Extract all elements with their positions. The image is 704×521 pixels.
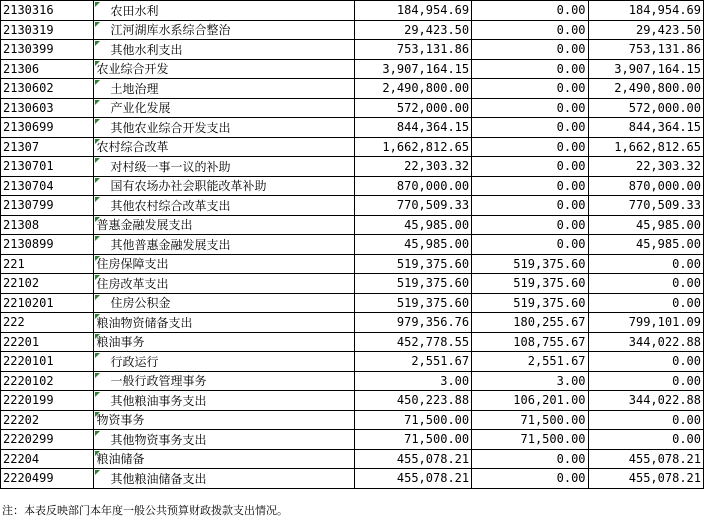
cell-amount-3[interactable]: 29,423.50 xyxy=(588,20,703,40)
cell-name-text: 农业综合开发 xyxy=(96,62,169,77)
cell-name[interactable] xyxy=(94,235,354,255)
cell-name[interactable] xyxy=(94,313,354,333)
cell-amount-3[interactable]: 0.00 xyxy=(588,254,703,274)
table-row xyxy=(1,254,704,274)
table-row xyxy=(1,313,704,333)
cell-code[interactable]: 2130316 xyxy=(1,1,94,21)
cell-code[interactable]: 2130704 xyxy=(1,176,94,196)
table-row xyxy=(1,410,704,430)
cell-name[interactable] xyxy=(94,391,354,411)
cell-amount-1[interactable]: 1,662,812.65 xyxy=(354,137,471,157)
cell-amount-2[interactable]: 0.00 xyxy=(472,176,588,196)
cell-amount-1[interactable]: 71,500.00 xyxy=(354,430,471,450)
cell-amount-3[interactable]: 0.00 xyxy=(588,352,703,372)
table-row xyxy=(1,371,704,391)
table-row xyxy=(1,59,704,79)
cell-name-text: 其他粮油储备支出 xyxy=(110,471,207,486)
cell-code[interactable]: 2220499 xyxy=(1,469,94,489)
cell-code[interactable]: 2220101 xyxy=(1,352,94,372)
cell-amount-1[interactable]: 45,985.00 xyxy=(354,215,471,235)
cell-amount-3[interactable]: 0.00 xyxy=(588,430,703,450)
cell-name[interactable] xyxy=(94,118,354,138)
cell-amount-2[interactable]: 71,500.00 xyxy=(472,410,588,430)
table-row xyxy=(1,1,704,21)
cell-amount-1[interactable]: 2,490,800.00 xyxy=(354,79,471,99)
cell-name[interactable] xyxy=(94,332,354,352)
cell-amount-3[interactable]: 455,078.21 xyxy=(588,449,703,469)
cell-amount-1[interactable]: 3,907,164.15 xyxy=(354,59,471,79)
cell-name[interactable] xyxy=(94,469,354,489)
cell-comment-marker-icon xyxy=(95,256,100,261)
cell-amount-3[interactable]: 799,101.09 xyxy=(588,313,703,333)
cell-amount-3[interactable]: 572,000.00 xyxy=(588,98,703,118)
cell-code[interactable]: 21306 xyxy=(1,59,94,79)
cell-amount-1[interactable]: 184,954.69 xyxy=(354,1,471,21)
cell-name[interactable] xyxy=(94,371,354,391)
cell-name[interactable] xyxy=(94,410,354,430)
cell-amount-3[interactable]: 870,000.00 xyxy=(588,176,703,196)
cell-comment-marker-icon xyxy=(95,392,100,397)
cell-code[interactable]: 22201 xyxy=(1,332,94,352)
cell-amount-1[interactable]: 519,375.60 xyxy=(354,293,471,313)
cell-amount-2[interactable]: 519,375.60 xyxy=(472,274,588,294)
cell-comment-marker-icon xyxy=(95,295,100,300)
table-row xyxy=(1,79,704,99)
cell-name[interactable] xyxy=(94,176,354,196)
cell-amount-2[interactable]: 0.00 xyxy=(472,118,588,138)
cell-name[interactable] xyxy=(94,196,354,216)
cell-amount-2[interactable]: 108,755.67 xyxy=(472,332,588,352)
cell-name-text: 其他普惠金融发展支出 xyxy=(110,237,231,252)
cell-name-text: 其他水利支出 xyxy=(110,42,183,57)
cell-name[interactable] xyxy=(94,157,354,177)
cell-amount-1[interactable]: 2,551.67 xyxy=(354,352,471,372)
cell-amount-2[interactable]: 3.00 xyxy=(472,371,588,391)
cell-amount-2[interactable]: 0.00 xyxy=(472,235,588,255)
cell-amount-2[interactable]: 519,375.60 xyxy=(472,293,588,313)
cell-amount-3[interactable]: 0.00 xyxy=(588,410,703,430)
cell-code[interactable]: 21308 xyxy=(1,215,94,235)
cell-name-text: 其他物资事务支出 xyxy=(110,432,207,447)
cell-code[interactable]: 221 xyxy=(1,254,94,274)
cell-name[interactable] xyxy=(94,215,354,235)
cell-code[interactable]: 2130799 xyxy=(1,196,94,216)
table-row xyxy=(1,352,704,372)
cell-name[interactable] xyxy=(94,449,354,469)
cell-amount-2[interactable]: 0.00 xyxy=(472,215,588,235)
cell-name[interactable] xyxy=(94,293,354,313)
cell-comment-marker-icon xyxy=(95,373,100,378)
cell-amount-3[interactable]: 753,131.86 xyxy=(588,40,703,60)
cell-amount-2[interactable]: 0.00 xyxy=(472,59,588,79)
cell-name-text: 住房保障支出 xyxy=(96,257,169,272)
cell-name-text: 粮油事务 xyxy=(96,335,145,350)
cell-amount-2[interactable]: 106,201.00 xyxy=(472,391,588,411)
cell-name-text: 住房改革支出 xyxy=(96,276,169,291)
cell-comment-marker-icon xyxy=(95,353,100,358)
cell-name-text: 普惠金融发展支出 xyxy=(96,218,193,233)
cell-amount-1[interactable]: 29,423.50 xyxy=(354,20,471,40)
cell-amount-1[interactable]: 45,985.00 xyxy=(354,235,471,255)
table-row xyxy=(1,215,704,235)
cell-comment-marker-icon xyxy=(95,158,100,163)
cell-comment-marker-icon xyxy=(95,139,100,144)
cell-amount-3[interactable]: 45,985.00 xyxy=(588,215,703,235)
cell-code[interactable]: 2220299 xyxy=(1,430,94,450)
cell-amount-2[interactable]: 71,500.00 xyxy=(472,430,588,450)
cell-name-text: 农村综合改革 xyxy=(96,140,169,155)
cell-comment-marker-icon xyxy=(95,217,100,222)
cell-comment-marker-icon xyxy=(95,314,100,319)
cell-name-text: 土地治理 xyxy=(110,81,159,96)
table-note: 注：本表反映部门本年度一般公共预算财政拨款支出情况。 xyxy=(2,504,288,517)
cell-name[interactable] xyxy=(94,137,354,157)
cell-name-text: 粮油物资储备支出 xyxy=(96,315,193,330)
table-row xyxy=(1,235,704,255)
table-row xyxy=(1,98,704,118)
cell-comment-marker-icon xyxy=(95,431,100,436)
table-row xyxy=(1,430,704,450)
cell-code[interactable]: 2210201 xyxy=(1,293,94,313)
cell-amount-3[interactable]: 770,509.33 xyxy=(588,196,703,216)
cell-code[interactable]: 222 xyxy=(1,313,94,333)
table-row xyxy=(1,469,704,489)
cell-name[interactable] xyxy=(94,20,354,40)
cell-amount-2[interactable]: 0.00 xyxy=(472,137,588,157)
cell-comment-marker-icon xyxy=(95,412,100,417)
cell-amount-3[interactable]: 3,907,164.15 xyxy=(588,59,703,79)
cell-amount-3[interactable]: 45,985.00 xyxy=(588,235,703,255)
cell-code[interactable]: 22202 xyxy=(1,410,94,430)
cell-amount-3[interactable]: 0.00 xyxy=(588,293,703,313)
cell-code[interactable]: 2130319 xyxy=(1,20,94,40)
cell-amount-1[interactable]: 519,375.60 xyxy=(354,274,471,294)
cell-amount-3[interactable]: 344,022.88 xyxy=(588,391,703,411)
cell-amount-1[interactable]: 844,364.15 xyxy=(354,118,471,138)
cell-amount-1[interactable]: 455,078.21 xyxy=(354,449,471,469)
cell-amount-2[interactable]: 519,375.60 xyxy=(472,254,588,274)
cell-amount-2[interactable]: 0.00 xyxy=(472,20,588,40)
cell-amount-2[interactable]: 0.00 xyxy=(472,1,588,21)
cell-code[interactable]: 22102 xyxy=(1,274,94,294)
cell-comment-marker-icon xyxy=(95,100,100,105)
cell-comment-marker-icon xyxy=(95,275,100,280)
cell-amount-2[interactable]: 0.00 xyxy=(472,40,588,60)
cell-comment-marker-icon xyxy=(95,236,100,241)
cell-name[interactable] xyxy=(94,40,354,60)
cell-name[interactable] xyxy=(94,254,354,274)
cell-name-text: 物资事务 xyxy=(96,413,145,428)
cell-code[interactable]: 2130899 xyxy=(1,235,94,255)
cell-amount-2[interactable]: 0.00 xyxy=(472,79,588,99)
cell-comment-marker-icon xyxy=(95,178,100,183)
cell-amount-1[interactable]: 455,078.21 xyxy=(354,469,471,489)
cell-amount-2[interactable]: 0.00 xyxy=(472,469,588,489)
cell-code[interactable]: 2130699 xyxy=(1,118,94,138)
cell-amount-1[interactable]: 452,778.55 xyxy=(354,332,471,352)
cell-comment-marker-icon xyxy=(95,61,100,66)
table-row xyxy=(1,332,704,352)
cell-name-text: 其他农业综合开发支出 xyxy=(110,120,231,135)
cell-amount-3[interactable]: 0.00 xyxy=(588,371,703,391)
cell-code[interactable]: 2130701 xyxy=(1,157,94,177)
cell-amount-3[interactable]: 184,954.69 xyxy=(588,1,703,21)
cell-name[interactable] xyxy=(94,98,354,118)
cell-amount-1[interactable]: 450,223.88 xyxy=(354,391,471,411)
table-row xyxy=(1,293,704,313)
cell-comment-marker-icon xyxy=(95,470,100,475)
cell-name-text: 对村级一事一议的补助 xyxy=(110,159,231,174)
cell-name-text: 产业化发展 xyxy=(110,101,171,116)
cell-name-text: 其他粮油事务支出 xyxy=(110,393,207,408)
cell-comment-marker-icon xyxy=(95,2,100,7)
cell-amount-1[interactable]: 753,131.86 xyxy=(354,40,471,60)
cell-comment-marker-icon xyxy=(95,334,100,339)
cell-amount-1[interactable]: 770,509.33 xyxy=(354,196,471,216)
cell-name-text: 粮油储备 xyxy=(96,452,145,467)
cell-amount-3[interactable]: 1,662,812.65 xyxy=(588,137,703,157)
cell-amount-1[interactable]: 519,375.60 xyxy=(354,254,471,274)
cell-amount-2[interactable]: 0.00 xyxy=(472,157,588,177)
cell-name-text: 一般行政管理事务 xyxy=(110,374,207,389)
cell-name-text: 国有农场办社会职能改革补助 xyxy=(110,179,267,194)
cell-amount-3[interactable]: 22,303.32 xyxy=(588,157,703,177)
cell-amount-1[interactable]: 71,500.00 xyxy=(354,410,471,430)
cell-amount-1[interactable]: 870,000.00 xyxy=(354,176,471,196)
cell-code[interactable]: 22204 xyxy=(1,449,94,469)
cell-amount-3[interactable]: 844,364.15 xyxy=(588,118,703,138)
table-row xyxy=(1,40,704,60)
cell-name[interactable] xyxy=(94,79,354,99)
table-row xyxy=(1,118,704,138)
cell-amount-2[interactable]: 180,255.67 xyxy=(472,313,588,333)
cell-name[interactable] xyxy=(94,1,354,21)
table-row xyxy=(1,157,704,177)
cell-name-text: 其他农村综合改革支出 xyxy=(110,198,231,213)
cell-amount-2[interactable]: 0.00 xyxy=(472,98,588,118)
table-row xyxy=(1,20,704,40)
cell-amount-1[interactable]: 22,303.32 xyxy=(354,157,471,177)
cell-comment-marker-icon xyxy=(95,119,100,124)
cell-amount-3[interactable]: 455,078.21 xyxy=(588,469,703,489)
cell-code[interactable]: 2220199 xyxy=(1,391,94,411)
cell-code[interactable]: 2220102 xyxy=(1,371,94,391)
cell-name[interactable] xyxy=(94,274,354,294)
cell-amount-2[interactable]: 0.00 xyxy=(472,196,588,216)
cell-comment-marker-icon xyxy=(95,22,100,27)
cell-comment-marker-icon xyxy=(95,41,100,46)
table-body xyxy=(1,1,704,489)
cell-code[interactable]: 2130602 xyxy=(1,79,94,99)
cell-name[interactable] xyxy=(94,59,354,79)
cell-code[interactable]: 2130399 xyxy=(1,40,94,60)
table-row xyxy=(1,274,704,294)
cell-name-text: 农田水利 xyxy=(110,3,159,18)
cell-name[interactable] xyxy=(94,352,354,372)
table-row xyxy=(1,176,704,196)
cell-comment-marker-icon xyxy=(95,80,100,85)
table-row xyxy=(1,449,704,469)
cell-code[interactable]: 2130603 xyxy=(1,98,94,118)
cell-comment-marker-icon xyxy=(95,451,100,456)
cell-amount-3[interactable]: 344,022.88 xyxy=(588,332,703,352)
table-row xyxy=(1,196,704,216)
cell-name[interactable] xyxy=(94,430,354,450)
table-row xyxy=(1,137,704,157)
cell-name-text: 行政运行 xyxy=(110,354,159,369)
cell-amount-2[interactable]: 0.00 xyxy=(472,449,588,469)
cell-amount-2[interactable]: 2,551.67 xyxy=(472,352,588,372)
cell-name-text: 住房公积金 xyxy=(110,296,171,311)
cell-amount-3[interactable]: 0.00 xyxy=(588,274,703,294)
cell-code[interactable]: 21307 xyxy=(1,137,94,157)
cell-amount-1[interactable]: 3.00 xyxy=(354,371,471,391)
cell-name-text: 江河湖库水系综合整治 xyxy=(110,23,231,38)
cell-amount-3[interactable]: 2,490,800.00 xyxy=(588,79,703,99)
cell-comment-marker-icon xyxy=(95,197,100,202)
cell-amount-1[interactable]: 572,000.00 xyxy=(354,98,471,118)
cell-amount-1[interactable]: 979,356.76 xyxy=(354,313,471,333)
table-row xyxy=(1,391,704,411)
